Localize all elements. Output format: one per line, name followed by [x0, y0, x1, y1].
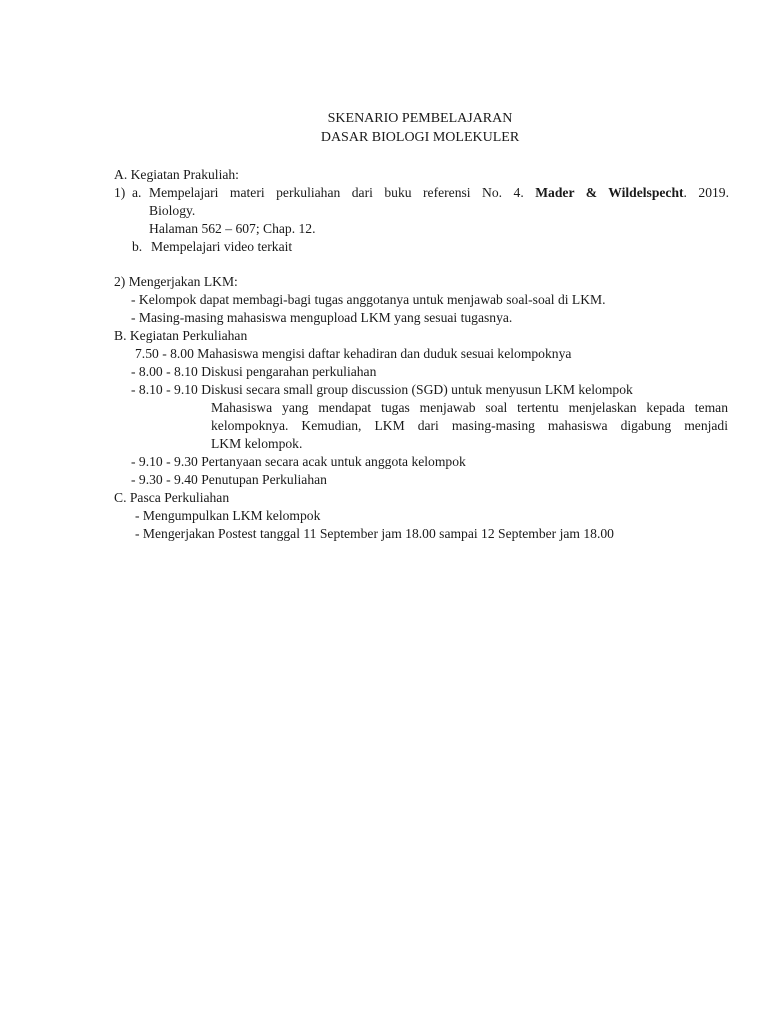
section-c-item-2: - Mengerjakan Postest tanggal 11 September jam 18.00 sampai 12 September jam 18.00	[135, 526, 614, 541]
section-b-item-5: - 9.30 - 9.40 Penutupan Perkuliahan	[131, 472, 327, 487]
item1-sub-a-label: a.	[132, 185, 142, 200]
item1-sub-b-text: Mempelajari video terkait	[151, 239, 293, 254]
sgd-detail-line3: LKM kelompok.	[211, 436, 303, 451]
item1-sub-a-cont2: Halaman 562 – 607; Chap. 12.	[149, 221, 316, 236]
section-b-item-4: - 9.10 - 9.30 Pertanyaan secara acak untuk anggota kelompok	[131, 454, 466, 469]
section-b-item-1: 7.50 - 8.00 Mahasiswa mengisi daftar kehadiran dan duduk sesuai kelompoknya	[135, 346, 572, 361]
item1-sub-b-label: b.	[132, 239, 143, 254]
section-c-heading: C. Pasca Perkuliahan	[114, 490, 230, 505]
item2-heading: 2) Mengerjakan LKM:	[114, 274, 238, 289]
section-a-heading: A. Kegiatan Prakuliah:	[114, 167, 239, 182]
item1-sub-a-text-after: . 2019.	[683, 185, 729, 200]
sgd-detail-line2: kelompoknya. Kemudian, LKM dari masing-masing mahasiswa digabung menjadi	[211, 418, 728, 433]
section-c-item-1: - Mengumpulkan LKM kelompok	[135, 508, 321, 523]
document-title-line1: SKENARIO PEMBELAJARAN	[327, 111, 513, 126]
item1-sub-a-author: Mader & Wildelspecht	[535, 185, 684, 200]
item2-bullet-1: - Kelompok dapat membagi-bagi tugas anggotanya untuk menjawab soal-soal di LKM.	[131, 292, 606, 307]
section-b-item-2: - 8.00 - 8.10 Diskusi pengarahan perkuliahan	[131, 364, 377, 379]
item1-sub-a-text	[149, 184, 729, 202]
sgd-detail-line1: Mahasiswa yang mendapat tugas menjawab soal tertentu menjelaskan kepada teman	[211, 400, 728, 415]
item1-number: 1)	[114, 185, 126, 200]
document-title-line2: DASAR BIOLOGI MOLEKULER	[320, 130, 520, 145]
section-b-heading: B. Kegiatan Perkuliahan	[114, 328, 248, 343]
item1-sub-a-text-before: Mempelajari materi perkuliahan dari buku referensi No. 4.	[149, 185, 524, 200]
section-b-item-3: - 8.10 - 9.10 Diskusi secara small group discussion (SGD) untuk menyusun LKM kelompok	[131, 382, 633, 397]
item1-sub-a-cont1: Biology.	[149, 203, 196, 218]
item2-bullet-2: - Masing-masing mahasiswa mengupload LKM yang sesuai tugasnya.	[131, 310, 513, 325]
